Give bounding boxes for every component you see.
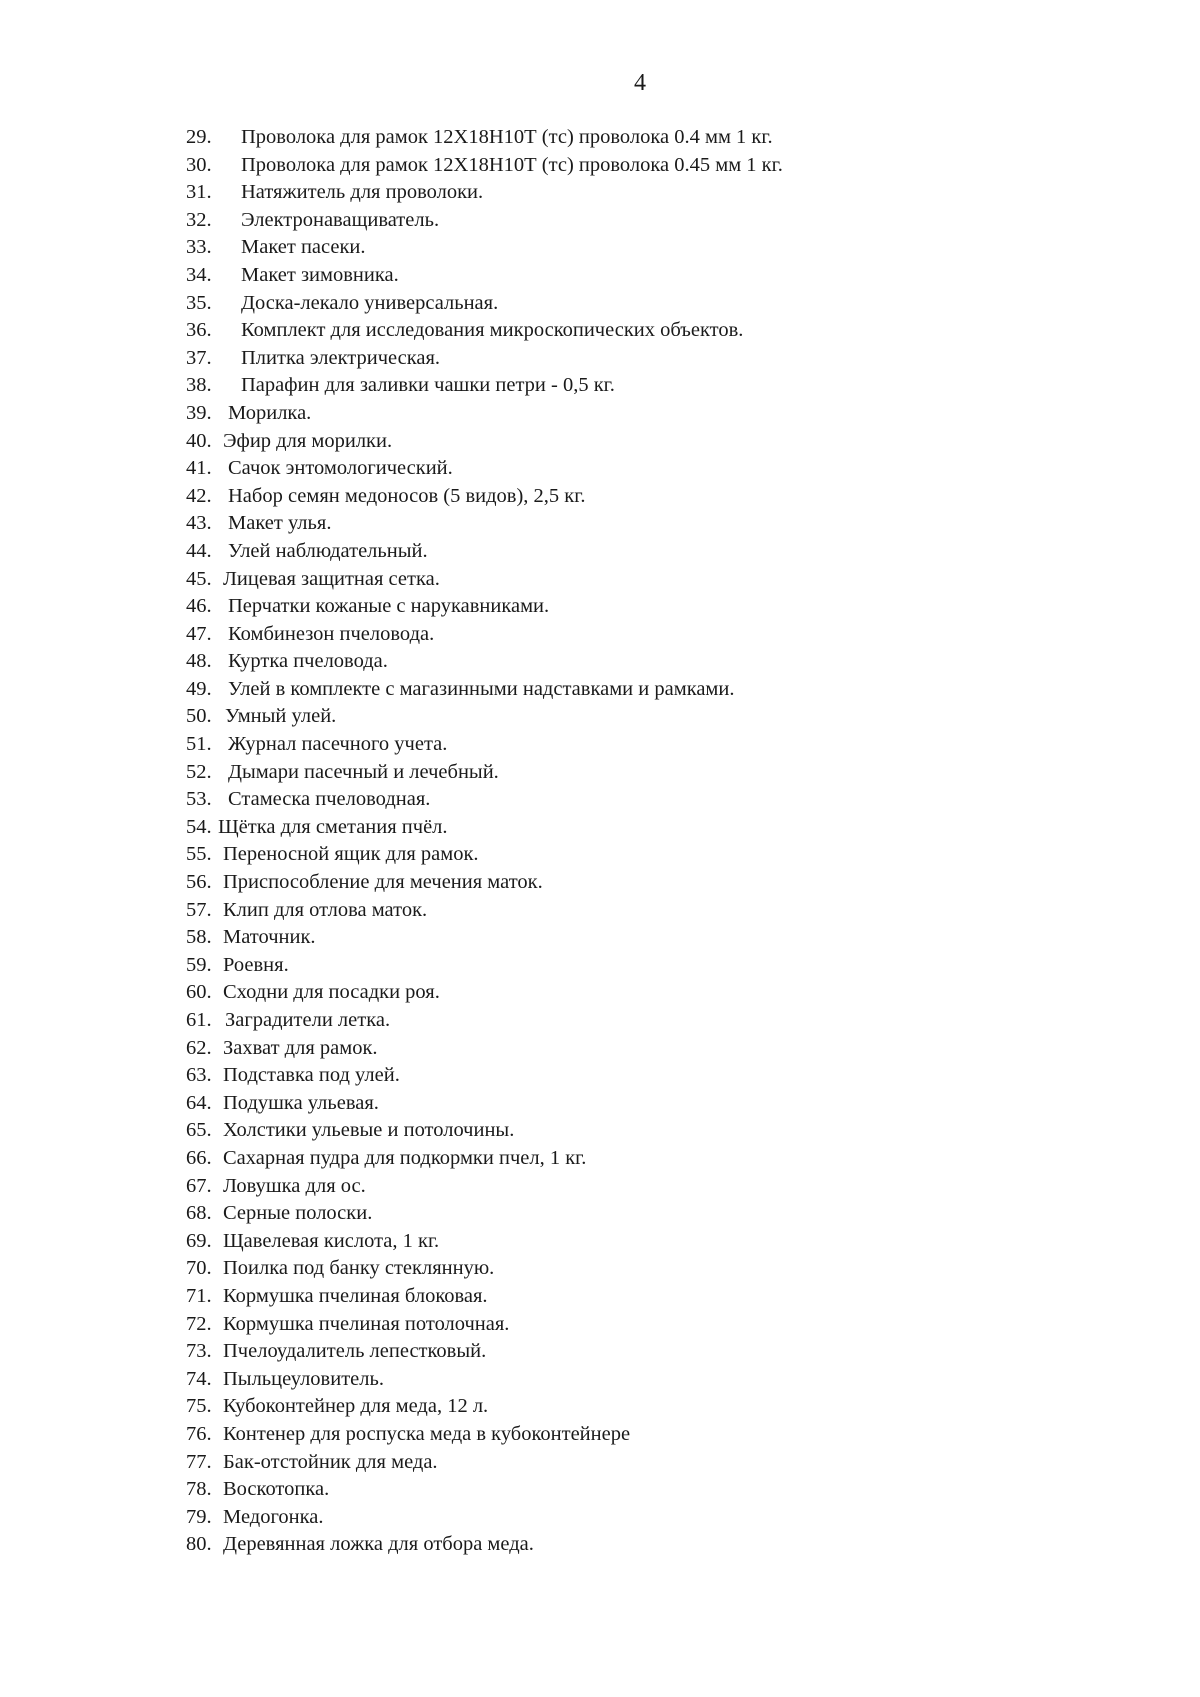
item-text: Щётка для сметания пчёл.	[218, 815, 448, 838]
item-text: Эфир для морилки.	[223, 429, 393, 452]
item-text: Кубоконтейнер для меда, 12 л.	[223, 1395, 489, 1418]
list-item	[0, 345, 1200, 373]
item-number: 68.	[186, 1202, 212, 1225]
list-item	[0, 510, 1200, 538]
item-number: 58.	[186, 926, 212, 949]
item-text: Макет пасеки.	[241, 236, 366, 259]
list-item	[0, 234, 1200, 262]
item-number: 73.	[186, 1340, 212, 1363]
item-number: 78.	[186, 1478, 212, 1501]
item-text: Плитка электрическая.	[241, 346, 441, 369]
item-text: Проволока для рамок 12Х18Н10Т (тс) проволока 0.45 мм 1 кг.	[241, 153, 783, 176]
list-item	[0, 648, 1200, 676]
item-number: 67.	[186, 1174, 212, 1197]
item-text: Перчатки кожаные с нарукавниками.	[228, 595, 550, 618]
item-text: Морилка.	[228, 401, 312, 424]
list-item	[0, 1145, 1200, 1173]
list-item	[0, 1062, 1200, 1090]
item-text: Роевня.	[223, 953, 289, 976]
item-number: 79.	[186, 1505, 212, 1528]
item-text: Кормушка пчелиная потолочная.	[223, 1312, 510, 1335]
list-item	[0, 1504, 1200, 1532]
item-text: Подставка под улей.	[223, 1064, 400, 1087]
list-item	[0, 786, 1200, 814]
item-text: Маточник.	[223, 926, 316, 949]
item-number: 66.	[186, 1146, 212, 1169]
item-number: 38.	[186, 374, 212, 397]
item-text: Улей наблюдательный.	[228, 539, 428, 562]
item-number: 40.	[186, 429, 212, 452]
item-text: Кормушка пчелиная блоковая.	[223, 1284, 488, 1307]
item-text: Поилка под банку стеклянную.	[223, 1257, 495, 1280]
item-text: Комбинезон пчеловода.	[228, 622, 435, 645]
list-item	[0, 814, 1200, 842]
list-item	[0, 1393, 1200, 1421]
item-number: 36.	[186, 319, 212, 342]
item-text: Натяжитель для проволоки.	[241, 181, 484, 204]
item-number: 49.	[186, 677, 212, 700]
list-item	[0, 841, 1200, 869]
list-item	[0, 179, 1200, 207]
list-item	[0, 1449, 1200, 1477]
list-item	[0, 621, 1200, 649]
item-text: Пыльцеуловитель.	[223, 1367, 384, 1390]
item-text: Проволока для рамок 12Х18Н10Т (тс) проволока 0.4 мм 1 кг.	[241, 126, 773, 148]
item-number: 37.	[186, 346, 212, 369]
item-text: Заградители летка.	[225, 1009, 391, 1031]
item-text: Электронаващиватель.	[241, 208, 440, 231]
item-text: Воскотопка.	[223, 1478, 330, 1501]
list-item	[0, 1283, 1200, 1311]
item-number: 72.	[186, 1312, 212, 1335]
item-number: 29.	[186, 126, 212, 148]
list-item	[0, 1421, 1200, 1449]
item-number: 57.	[186, 898, 212, 921]
item-number: 41.	[186, 457, 212, 480]
item-number: 55.	[186, 843, 212, 866]
list-item	[0, 207, 1200, 235]
item-number: 39.	[186, 401, 212, 424]
list-item	[0, 1117, 1200, 1145]
item-text: Сахарная пудра для подкормки пчел, 1 кг.	[223, 1146, 587, 1169]
list-item	[0, 979, 1200, 1007]
item-number: 30.	[186, 153, 212, 176]
list-item	[0, 1200, 1200, 1228]
item-text: Стамеска пчеловодная.	[228, 788, 431, 811]
item-number: 35.	[186, 291, 212, 314]
item-number: 61.	[186, 1009, 212, 1031]
item-text: Журнал пасечного учета.	[228, 733, 448, 756]
list-item	[0, 676, 1200, 704]
item-text: Медогонка.	[223, 1505, 324, 1528]
item-text: Щавелевая кислота, 1 кг.	[223, 1229, 440, 1252]
list-item	[0, 566, 1200, 594]
item-number: 80.	[186, 1533, 212, 1556]
item-text: Умный улей.	[225, 705, 337, 728]
item-number: 44.	[186, 539, 212, 562]
item-text: Макет улья.	[228, 512, 332, 535]
item-number: 51.	[186, 733, 212, 756]
item-number: 47.	[186, 622, 212, 645]
list-item	[0, 262, 1200, 290]
item-text: Ловушка для ос.	[223, 1174, 366, 1197]
item-text: Переносной ящик для рамок.	[223, 843, 479, 866]
list-item	[0, 1173, 1200, 1201]
list-item	[0, 1090, 1200, 1118]
item-number: 43.	[186, 512, 212, 535]
item-text: Комплект для исследования микроскопических объектов.	[241, 319, 744, 342]
item-number: 50.	[186, 705, 212, 728]
item-number: 75.	[186, 1395, 212, 1418]
list-item	[0, 483, 1200, 511]
item-number: 71.	[186, 1284, 212, 1307]
equipment-list	[0, 124, 1200, 1559]
item-text: Куртка пчеловода.	[228, 650, 388, 673]
item-number: 52.	[186, 760, 212, 783]
item-number: 64.	[186, 1091, 212, 1114]
item-text: Захват для рамок.	[223, 1036, 378, 1059]
list-item	[0, 593, 1200, 621]
item-number: 48.	[186, 650, 212, 673]
list-item	[0, 1338, 1200, 1366]
item-number: 74.	[186, 1367, 212, 1390]
list-item	[0, 372, 1200, 400]
list-item	[0, 538, 1200, 566]
item-number: 59.	[186, 953, 212, 976]
item-text: Макет зимовника.	[241, 263, 399, 286]
list-item	[0, 1476, 1200, 1504]
item-number: 33.	[186, 236, 212, 259]
item-text: Серные полоски.	[223, 1202, 373, 1225]
item-text: Лицевая защитная сетка.	[223, 567, 440, 590]
item-number: 65.	[186, 1119, 212, 1142]
item-number: 60.	[186, 981, 212, 1004]
list-item	[0, 1228, 1200, 1256]
list-item	[0, 1366, 1200, 1394]
list-item	[0, 400, 1200, 428]
item-number: 77.	[186, 1450, 212, 1473]
item-text: Сходни для посадки роя.	[223, 981, 440, 1004]
item-text: Парафин для заливки чашки петри - 0,5 кг.	[241, 374, 615, 397]
item-text: Подушка ульевая.	[223, 1091, 379, 1114]
list-item	[0, 703, 1200, 731]
item-text: Приспособление для мечения маток.	[223, 871, 543, 894]
item-number: 63.	[186, 1064, 212, 1087]
item-number: 31.	[186, 181, 212, 204]
list-item	[0, 897, 1200, 925]
item-number: 42.	[186, 484, 212, 507]
list-item	[0, 1007, 1200, 1035]
list-item	[0, 1035, 1200, 1063]
list-item	[0, 952, 1200, 980]
page-number: 4	[634, 70, 646, 96]
item-number: 34.	[186, 263, 212, 286]
item-text: Сачок энтомологический.	[228, 457, 453, 480]
item-number: 76.	[186, 1422, 212, 1445]
item-text: Доска-лекало универсальная.	[241, 291, 499, 314]
item-text: Холстики ульевые и потолочины.	[223, 1119, 515, 1142]
item-text: Дымари пасечный и лечебный.	[228, 760, 499, 783]
list-item	[0, 869, 1200, 897]
item-number: 32.	[186, 208, 212, 231]
list-item	[0, 290, 1200, 318]
list-item	[0, 317, 1200, 345]
item-number: 56.	[186, 871, 212, 894]
item-text: Набор семян медоносов (5 видов), 2,5 кг.	[228, 484, 586, 507]
item-text: Контенер для роспуска меда в кубоконтейнере	[223, 1422, 631, 1445]
item-number: 53.	[186, 788, 212, 811]
item-number: 62.	[186, 1036, 212, 1059]
list-item	[0, 731, 1200, 759]
item-text: Клип для отлова маток.	[223, 898, 428, 921]
item-number: 69.	[186, 1229, 212, 1252]
list-item	[0, 924, 1200, 952]
item-text: Деревянная ложка для отбора меда.	[223, 1533, 534, 1556]
item-number: 45.	[186, 567, 212, 590]
list-item	[0, 1255, 1200, 1283]
item-text: Улей в комплекте с магазинными надставками и рамками.	[228, 677, 735, 700]
list-item	[0, 1531, 1200, 1559]
list-item	[0, 759, 1200, 787]
list-item	[0, 124, 1200, 152]
item-number: 70.	[186, 1257, 212, 1280]
list-item	[0, 455, 1200, 483]
item-number: 46.	[186, 595, 212, 618]
list-item	[0, 1311, 1200, 1339]
item-text: Пчелоудалитель лепестковый.	[223, 1340, 487, 1363]
item-text: Бак-отстойник для меда.	[223, 1450, 438, 1473]
list-item	[0, 428, 1200, 456]
item-number: 54.	[186, 815, 212, 838]
list-item	[0, 152, 1200, 180]
